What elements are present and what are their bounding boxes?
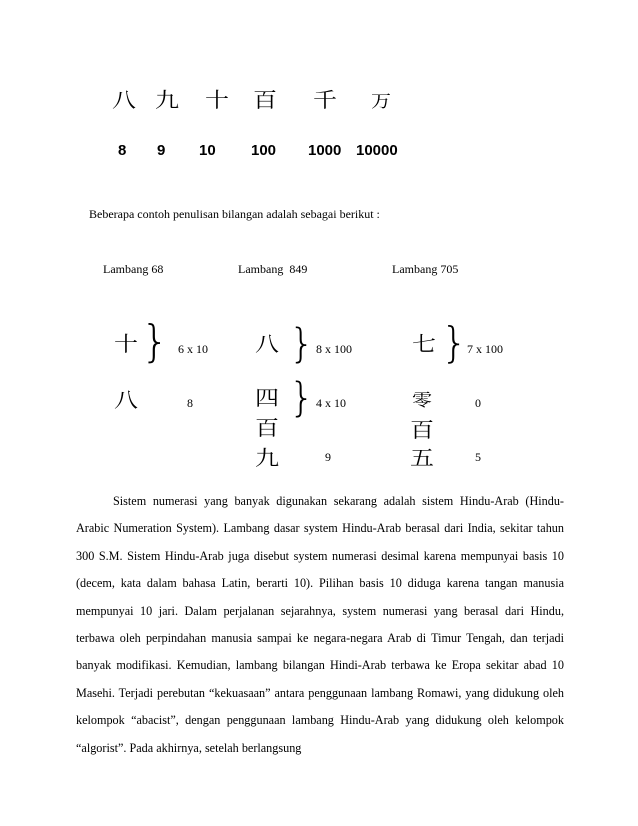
- body-paragraph: [76, 488, 564, 762]
- glyph-ten: 十: [205, 88, 229, 112]
- brace-icon: }: [441, 318, 468, 367]
- example-68-glyph-eight: 八: [114, 388, 138, 412]
- brace-icon: }: [141, 316, 169, 367]
- example-705-glyph-zero: 零: [412, 389, 432, 411]
- example-849-glyph-eight: 八: [255, 332, 279, 356]
- example-68-label-2: 8: [187, 396, 193, 410]
- example-849-glyph-four: 四: [255, 386, 279, 410]
- number-10000: 10000: [356, 142, 398, 159]
- number-8: 8: [118, 142, 127, 159]
- example-68-label-1: 6 x 10: [178, 342, 208, 356]
- example-705-label-1: 7 x 100: [467, 342, 503, 356]
- glyph-hundred: 百: [253, 88, 277, 112]
- example-705-label-2: 0: [475, 396, 481, 410]
- example-849-label-1: 8 x 100: [316, 342, 352, 356]
- intro-text: Beberapa contoh penulisan bilangan adalah sebagai berikut :: [89, 207, 380, 221]
- glyph-eight: 八: [112, 88, 136, 112]
- brace-icon: }: [289, 321, 315, 367]
- example-705-glyph-hundred: 百: [410, 418, 434, 442]
- number-1000: 1000: [308, 142, 342, 159]
- example-849-label-3: 9: [325, 450, 331, 464]
- example-705-label-3: 5: [475, 450, 481, 464]
- paragraph-text: Sistem numerasi yang banyak digunakan sekarang adalah sistem Hindu-Arab (Hindu-Arabic Numeration System). Lambang dasar system Hindu-Arab berasal dari India, sekitar tahun 300 S.M. Sistem Hindu-Arab juga disebut system numerasi desimal karena mempunyai basis 10 (decem, kata dalam bahasa Latin, berarti 10). Pilihan basis 10 diduga karena tangan manusia mempunyai 10 jari. Dalam perjalanan sejarahnya, system numerasi yang berasal dari Hindu, terbawa oleh perpindahan manusia sampai ke negara-negara Arab di Timur Tengah, dan terjadi banyak modifikasi. Kemudian, lambang bilangan Hindi-Arab terbawa ke Eropa sekitar abad 10 Masehi. Terjadi perebutan “kekuasaan” antara penggunaan lambang Romawi, yang didukung oleh kelompok “abacist”, dengan penggunaan lambang Hindu-Arab yang didukung oleh kelompok “algorist”. Pada akhirnya, setelah berlangsung: [76, 494, 564, 755]
- brace-icon: }: [289, 375, 315, 421]
- example-849-glyph-nine: 九: [255, 446, 279, 470]
- example-title-705: Lambang 705: [392, 262, 459, 276]
- number-10: 10: [199, 142, 216, 159]
- glyph-ten-thousand: 万: [371, 90, 391, 112]
- example-68-glyph-ten: 十: [114, 332, 138, 356]
- example-705-glyph-five: 五: [410, 446, 434, 470]
- example-849-glyph-hundred: 百: [255, 416, 279, 440]
- glyph-nine: 九: [155, 88, 179, 112]
- glyph-thousand: 千: [313, 88, 337, 112]
- number-9: 9: [157, 142, 166, 159]
- example-849-label-2: 4 x 10: [316, 396, 346, 410]
- example-title-849: Lambang 849: [238, 262, 308, 276]
- example-705-glyph-seven: 七: [412, 332, 436, 356]
- number-100: 100: [251, 142, 277, 159]
- example-title-68: Lambang 68: [103, 262, 164, 276]
